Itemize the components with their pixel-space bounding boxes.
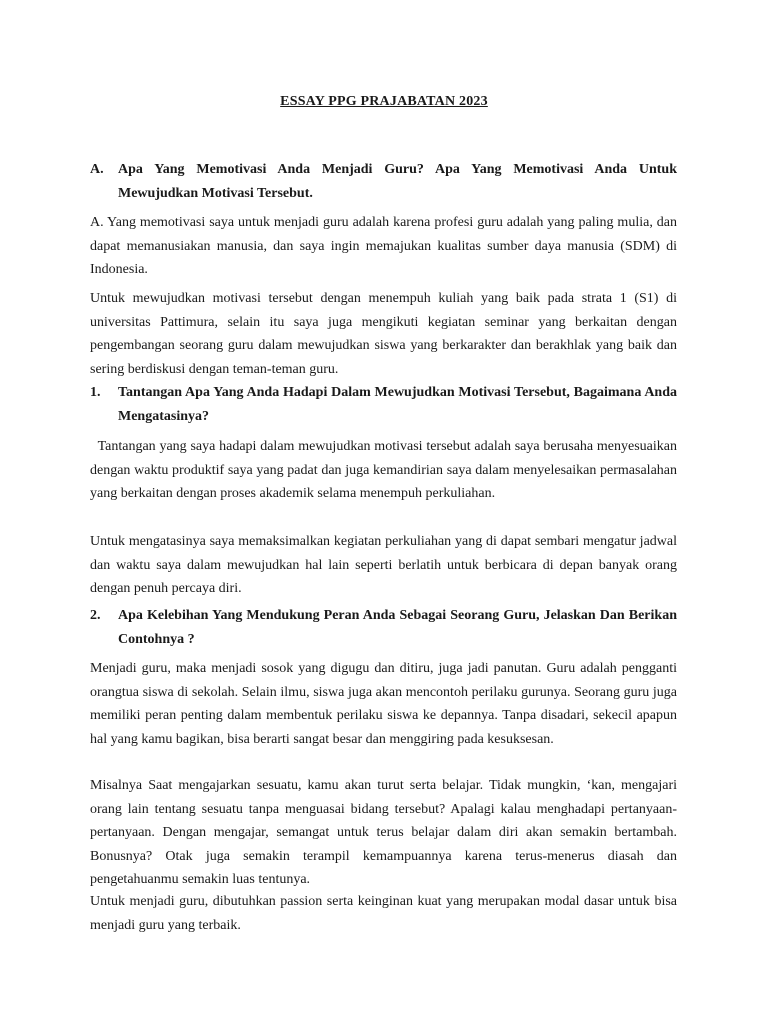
paragraph: A. Yang memotivasi saya untuk menjadi guru adalah karena profesi guru adalah yang paling mulia, dan dapat memanusiakan manusia, dan saya ingin memajukan kualitas sumber daya manusia (SDM) di Indonesia. — [90, 215, 677, 277]
section-number: A. — [90, 162, 104, 177]
section-heading-text: Apa Kelebihan Yang Mendukung Peran Anda Sebagai Seorang Guru, Jelaskan Dan Berikan Contohnya ? — [118, 608, 677, 647]
paragraph: Misalnya Saat mengajarkan sesuatu, kamu akan turut serta belajar. Tidak mungkin, ‘kan, mengajari orang lain tentang sesuatu tanpa menguasai bidang tersebut? Apalagi kalau menghadapi pertanyaan-pertanyaan. Dengan mengajar, semangat untuk terus belajar dalam diri akan semakin bertambah. Bonusnya? Otak juga semakin terampil kemampuannya karena terus-menerus diasah dan pengetahuanmu semakin luas tentunya. — [90, 778, 677, 887]
section-heading-1 — [90, 381, 677, 428]
section-heading-a — [90, 158, 677, 205]
paragraph: Untuk mewujudkan motivasi tersebut dengan menempuh kuliah yang baik pada strata 1 (S1) di universitas Pattimura, selain itu saya juga mengikuti kegiatan seminar yang berkaitan dengan pengembangan seorang guru dalam mewujudkan siswa yang berkarakter dan berakhlak yang baik dan sering berdiskusi dengan teman-teman guru. — [90, 291, 677, 377]
section-heading-text: Tantangan Apa Yang Anda Hadapi Dalam Mewujudkan Motivasi Tersebut, Bagaimana Anda Mengatasinya? — [118, 385, 677, 424]
paragraph: Tantangan yang saya hadapi dalam mewujudkan motivasi tersebut adalah saya berusaha menyesuaikan dengan waktu produktif saya yang padat dan juga kemandirian saya dalam menyelesaikan permasalahan yang berkaitan dengan proses akademik selama menempuh perkuliahan. — [90, 439, 681, 501]
section-number: 1. — [90, 385, 101, 400]
section-heading-text: Apa Yang Memotivasi Anda Menjadi Guru? Apa Yang Memotivasi Anda Untuk Mewujudkan Motivasi Tersebut. — [118, 162, 677, 201]
document-title: ESSAY PPG PRAJABATAN 2023 — [280, 94, 488, 109]
paragraph: Untuk mengatasinya saya memaksimalkan kegiatan perkuliahan yang di dapat sembari mengatur jadwal dan waktu saya dalam mewujudkan hal lain seperti berlatih untuk berbicara di depan banyak orang dengan penuh percaya diri. — [90, 534, 677, 596]
section-heading-2 — [90, 604, 677, 651]
paragraph: Untuk menjadi guru, dibutuhkan passion serta keinginan kuat yang merupakan modal dasar untuk bisa menjadi guru yang terbaik. — [90, 894, 677, 933]
paragraph: Menjadi guru, maka menjadi sosok yang digugu dan ditiru, juga jadi panutan. Guru adalah pengganti orangtua siswa di sekolah. Selain ilmu, siswa juga akan mencontoh perilaku gurunya. Seorang guru juga memiliki peran penting dalam membentuk perilaku siswa ke depannya. Tanpa disadari, sekecil apapun hal yang kamu bagikan, bisa berarti sangat besar dan menggiring pada kesuksesan. — [90, 661, 677, 747]
section-number: 2. — [90, 608, 101, 623]
